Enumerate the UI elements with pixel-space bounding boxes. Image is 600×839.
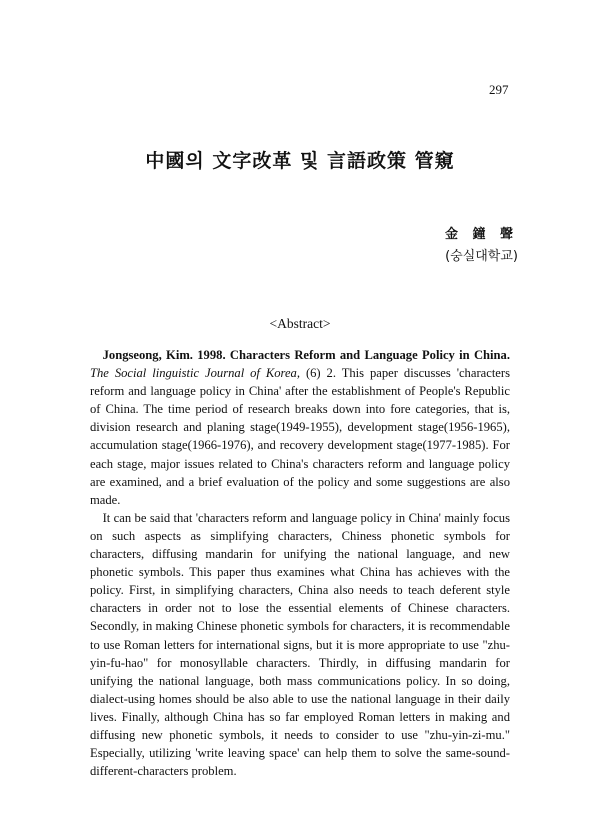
author-affiliation: (숭실대학교): [445, 249, 518, 264]
citation-rest: (6) 2. This paper discusses 'characters reform and language policy in China' after the establishment of People's Republic of China. The time period of research breaks down into fore categories, that is, division research and planing stage(1949-1955), development stage(1956-1965), accumulation stage(1966-1976), and recovery development stage(1977-1985). For each stage, major issues related to China's characters reform and language policy are examined, and a brief evaluation of the policy and some suggestions are also made.: [90, 366, 510, 507]
page-number: 297: [489, 82, 509, 97]
abstract-heading: <Abstract>: [269, 316, 331, 331]
abstract-paragraph-1: [90, 346, 510, 509]
citation-journal: The Social linguistic Journal of Korea,: [90, 366, 301, 381]
author-name: 金 鐘 聲: [444, 227, 518, 242]
paper-title: 中國의 文字改革 및 言語政策 管窺: [145, 150, 455, 172]
abstract-paragraph-2: It can be said that 'characters reform and language policy in China' mainly focus on such aspects as simplifying characters, Chiness phonetic symbols for characters, diffusing mandarin for unifying the national language, and new phonetic symbols. This paper thus examines what China has achieves with the policy. First, in simplifying characters, China also needs to teach deferent style characters in order not to lose the essential elements of Chinese characters. Secondly, in making Chinese phonetic symbols for characters, it is recommendable to use Roman letters for international signs, but it is more appropriate to use "zhu-yin-fu-hao" for monosyllable characters. Thirdly, in diffusing mandarin for unifying the national language, both mass communications policy. In so doing, dialect-using homes should be also able to use the national language in their daily lives. Finally, although China has so far employed Roman letters in making and diffusing new phonetic symbols, it needs to consider to use "zhu-yin-zi-mu." Especially, utilizing 'write leaving space' can help them to solve the same-sound-different-characters problem.: [90, 510, 510, 779]
citation-head: Jongseong, Kim. 1998. Characters Reform and Language Policy in China.: [102, 348, 510, 362]
abstract-body: [90, 346, 510, 780]
